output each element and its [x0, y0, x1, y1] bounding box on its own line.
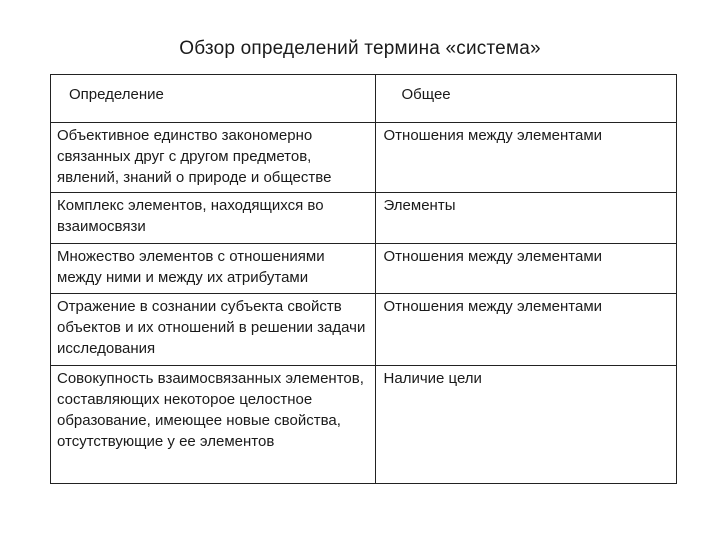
column-header-definition: Определение [51, 75, 376, 123]
table-row [51, 244, 677, 294]
definition-cell: Комплекс элементов, находящихся во взаимосвязи [51, 193, 376, 244]
common-cell: Отношения между элементами [375, 244, 676, 294]
table-row [51, 193, 677, 244]
definitions-table [50, 74, 677, 484]
definition-cell: Отражение в сознании субъекта свойств объектов и их отношений в решении задачи исследования [51, 294, 376, 366]
common-cell: Элементы [375, 193, 676, 244]
common-cell: Отношения между элементами [375, 294, 676, 366]
table-header-row [51, 75, 677, 123]
column-header-common: Общее [375, 75, 676, 123]
definition-cell: Множество элементов с отношениями между ними и между их атрибутами [51, 244, 376, 294]
definition-cell: Совокупность взаимосвязанных элементов, составляющих некоторое целостное образование, имеющее новые свойства, отсутствующие у ее элементов [51, 366, 376, 484]
page-title: Обзор определений термина «система» [179, 38, 541, 59]
common-cell: Наличие цели [375, 366, 676, 484]
table-row [51, 366, 677, 484]
definition-cell: Объективное единство закономерно связанных друг с другом предметов, явлений, знаний о природе и обществе [51, 123, 376, 193]
table-row [51, 294, 677, 366]
table-row [51, 123, 677, 193]
common-cell: Отношения между элементами [375, 123, 676, 193]
